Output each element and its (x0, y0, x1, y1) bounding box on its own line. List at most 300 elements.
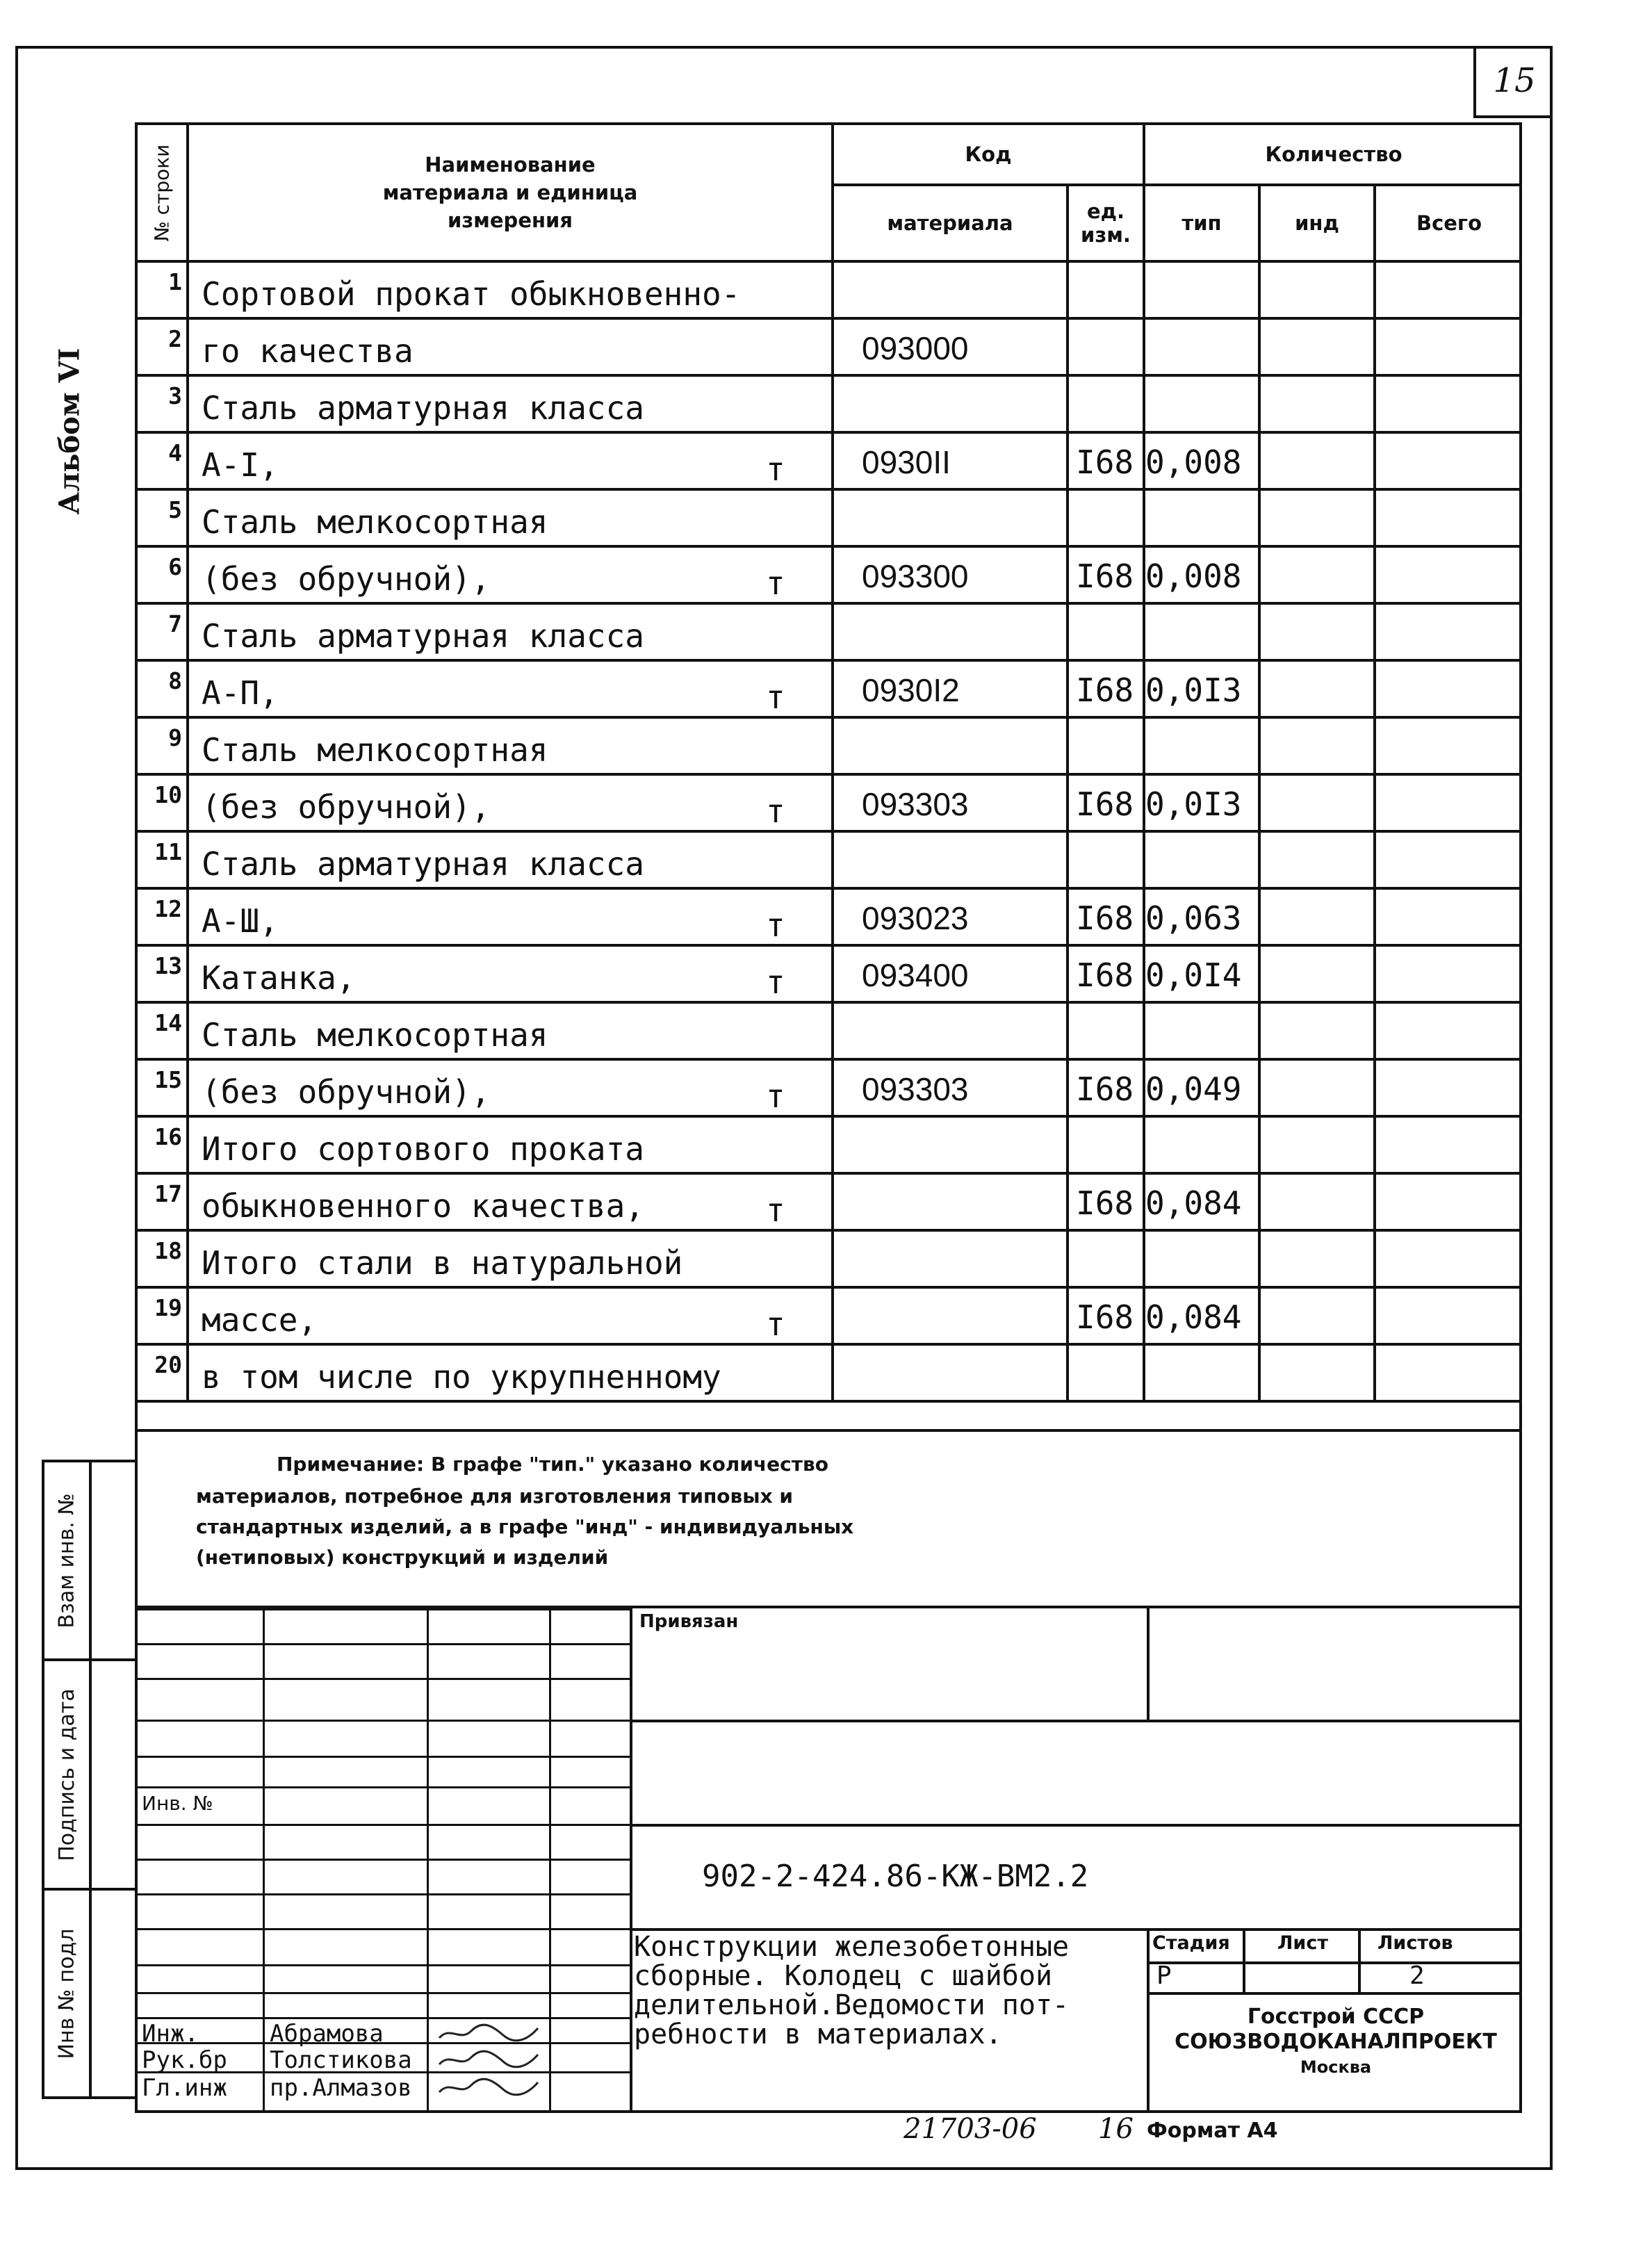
cell-ind (1261, 377, 1376, 434)
row-number: 8 (168, 667, 182, 694)
cell-qty (1145, 662, 1261, 719)
header-code-material: материала (834, 186, 1069, 263)
row-number: 13 (154, 952, 182, 979)
handwritten-signature (436, 2049, 541, 2070)
cell-n (138, 1289, 189, 1346)
material-name: Сталь арматурная класса (202, 617, 644, 655)
cell-n (138, 434, 189, 491)
stage-value: Р (1156, 1961, 1172, 1990)
cell-qty (1145, 1289, 1261, 1346)
row-number: 20 (154, 1351, 182, 1378)
grid-line (138, 1786, 630, 1788)
sheets-label: Листов (1377, 1932, 1453, 1954)
cell-n (138, 1061, 189, 1118)
grid-line (138, 1893, 630, 1895)
cell-unit_code (1069, 605, 1145, 662)
measure-unit: т (766, 963, 785, 1001)
side-inv-podl: Инв № подл (54, 1928, 79, 2059)
cell-name (189, 263, 834, 320)
cell-total (1376, 833, 1522, 890)
cell-total (1376, 1118, 1522, 1175)
cell-n (138, 947, 189, 1004)
cell-unit_code (1069, 1346, 1145, 1403)
cell-name (189, 1004, 834, 1061)
sheets-value: 2 (1409, 1961, 1425, 1990)
cell-qty (1145, 719, 1261, 776)
grid-line (138, 2110, 630, 2112)
row-number: 16 (154, 1123, 182, 1150)
measure-unit: т (766, 792, 785, 830)
unit-code: I68 (1076, 956, 1134, 994)
material-code: 093023 (862, 900, 969, 936)
cell-qty (1145, 833, 1261, 890)
row-number: 11 (154, 838, 182, 865)
cell-ind (1261, 1061, 1376, 1118)
row-number: 3 (168, 382, 182, 409)
cell-ind (1261, 662, 1376, 719)
cell-n (138, 1346, 189, 1403)
row-number: 12 (154, 895, 182, 922)
side-stamp (42, 1460, 135, 2099)
title-line-1: Конструкции железобетонные (634, 1931, 1070, 1963)
unit-code: I68 (1076, 671, 1134, 709)
table-row (138, 1061, 1522, 1118)
grid-line (138, 1678, 630, 1680)
material-name: (без обручной), (202, 1073, 491, 1111)
cell-unit_code (1069, 947, 1145, 1004)
material-name: Итого сортового проката (202, 1130, 644, 1168)
cell-qty (1145, 890, 1261, 947)
cell-total (1376, 491, 1522, 548)
cell-ind (1261, 548, 1376, 605)
cell-ind (1261, 263, 1376, 320)
table-row (138, 434, 1522, 491)
header-rowno (138, 125, 189, 263)
unit-code: I68 (1076, 1298, 1134, 1336)
table-row (138, 719, 1522, 776)
cell-unit_code (1069, 434, 1145, 491)
cell-qty (1145, 1004, 1261, 1061)
cell-name (189, 776, 834, 833)
cell-name (189, 1289, 834, 1346)
cell-code (834, 434, 1069, 491)
cell-unit_code (1069, 548, 1145, 605)
cell-name (189, 719, 834, 776)
grid-line (138, 1824, 630, 1826)
cell-code (834, 890, 1069, 947)
format-label: Формат А4 (1147, 2119, 1278, 2143)
table-row (138, 1004, 1522, 1061)
table-row (138, 320, 1522, 377)
cell-total (1376, 263, 1522, 320)
cell-code (834, 605, 1069, 662)
archive-number: 21703-06 (903, 2113, 1037, 2145)
header-qty-type: тип (1145, 186, 1261, 263)
header-quantity-group: Количество (1145, 125, 1522, 186)
cell-total (1376, 1175, 1522, 1232)
header-name: Наименование материала и единица измерения (189, 125, 834, 263)
cell-name (189, 890, 834, 947)
material-name: (без обручной), (202, 788, 491, 826)
cell-total (1376, 662, 1522, 719)
cell-n (138, 1004, 189, 1061)
cell-total (1376, 947, 1522, 1004)
material-name: обыкновенного качества, (202, 1187, 644, 1225)
grid-line (138, 2042, 630, 2044)
cell-name (189, 1061, 834, 1118)
table-row (138, 947, 1522, 1004)
cell-ind (1261, 890, 1376, 947)
qty-type: 0,084 (1145, 1184, 1242, 1222)
material-code: 093303 (862, 786, 969, 822)
cell-total (1376, 320, 1522, 377)
cell-ind (1261, 1004, 1376, 1061)
cell-unit_code (1069, 833, 1145, 890)
cell-qty (1145, 548, 1261, 605)
materials-table (135, 122, 1522, 1429)
cell-name (189, 1118, 834, 1175)
unit-code: I68 (1076, 1070, 1134, 1108)
row-number: 14 (154, 1009, 182, 1036)
cell-code (834, 491, 1069, 548)
qty-type: 0,0I3 (1145, 785, 1242, 823)
table-body (138, 263, 1522, 1432)
cell-total (1376, 719, 1522, 776)
cell-n (138, 1175, 189, 1232)
cell-name (189, 605, 834, 662)
row-number: 5 (168, 496, 182, 523)
org-line-2: СОЮЗВОДОКАНАЛПРОЕКТ (1175, 2030, 1497, 2054)
cell-unit_code (1069, 263, 1145, 320)
table-row (138, 605, 1522, 662)
cell-code (834, 947, 1069, 1004)
cell-total (1376, 776, 1522, 833)
inventory-number-label: Инв. № (142, 1792, 227, 1815)
cell-unit_code (1069, 662, 1145, 719)
material-name: А-I, (202, 446, 279, 484)
material-code: 093000 (862, 330, 969, 366)
cell-code (834, 377, 1069, 434)
material-code: 0930II (862, 444, 951, 480)
handwritten-signature (436, 2023, 541, 2043)
cell-qty (1145, 263, 1261, 320)
note-line-2: материалов, потребное для изготовления типовых и (196, 1485, 793, 1508)
cell-name (189, 320, 834, 377)
privyazan-label: Привязан (639, 1611, 739, 1632)
cell-code (834, 833, 1069, 890)
cell-unit_code (1069, 377, 1145, 434)
material-name: Сталь арматурная класса (202, 845, 644, 883)
cell-ind (1261, 434, 1376, 491)
grid-line (138, 1643, 630, 1645)
album-label-wrap (28, 348, 111, 514)
signature-grid (138, 1608, 630, 2110)
cell-n (138, 833, 189, 890)
cell-code (834, 1289, 1069, 1346)
table-row (138, 1346, 1522, 1403)
unit-code: I68 (1076, 443, 1134, 481)
cell-total (1376, 434, 1522, 491)
cell-total (1376, 605, 1522, 662)
cell-code (834, 719, 1069, 776)
cell-total (1376, 1346, 1522, 1403)
material-code: 0930I2 (862, 672, 960, 708)
row-number: 19 (154, 1294, 182, 1321)
signer-role: Инж. (142, 2020, 199, 2048)
cell-unit_code (1069, 1232, 1145, 1289)
cell-total (1376, 548, 1522, 605)
material-name: А-П, (202, 674, 279, 712)
signer-name: Толстикова (270, 2046, 412, 2074)
header-code-group: Код (834, 125, 1145, 186)
cell-total (1376, 1289, 1522, 1346)
cell-n (138, 377, 189, 434)
side-vzam: Взам инв. № (54, 1492, 79, 1629)
material-name: Сталь арматурная класса (202, 389, 644, 427)
material-name: Итого стали в натуральной (202, 1244, 683, 1282)
cell-total (1376, 1232, 1522, 1289)
grid-line (138, 1756, 630, 1758)
cell-code (834, 1346, 1069, 1403)
sheet-label: Лист (1277, 1932, 1328, 1954)
unit-code: I68 (1076, 557, 1134, 595)
document-code: 902-2-424.86-КЖ-ВМ2.2 (702, 1858, 1089, 1894)
org-line-1: Госстрой СССР (1247, 2005, 1425, 2029)
row-number: 9 (168, 724, 182, 751)
row-number: 6 (168, 553, 182, 580)
cell-unit_code (1069, 1004, 1145, 1061)
grid-line (138, 1720, 630, 1722)
cell-qty (1145, 1061, 1261, 1118)
cell-ind (1261, 1232, 1376, 1289)
org-line-3: Москва (1300, 2057, 1372, 2077)
qty-type: 0,063 (1145, 899, 1242, 937)
grid-line (138, 1928, 630, 1930)
cell-ind (1261, 947, 1376, 1004)
cell-name (189, 377, 834, 434)
table-row (138, 1118, 1522, 1175)
cell-n (138, 1232, 189, 1289)
material-name: в том числе по укрупненному (202, 1358, 721, 1396)
cell-total (1376, 890, 1522, 947)
cell-qty (1145, 1175, 1261, 1232)
measure-unit: т (766, 678, 785, 716)
table-row (138, 833, 1522, 890)
organization (1150, 2005, 1522, 2080)
cell-ind (1261, 1346, 1376, 1403)
material-name: Сортовой прокат обыкновенно- (202, 275, 741, 313)
measure-unit: т (766, 1191, 785, 1229)
cell-n (138, 491, 189, 548)
cell-qty (1145, 1346, 1261, 1403)
cell-total (1376, 1061, 1522, 1118)
signer-role: Рук.бр (142, 2046, 227, 2074)
cell-name (189, 548, 834, 605)
signer-name: пр.Алмазов (270, 2074, 412, 2102)
handwritten-signature (436, 2077, 541, 2098)
material-name: Сталь мелкосортная (202, 731, 548, 769)
note-block (135, 1429, 1522, 1608)
cell-ind (1261, 320, 1376, 377)
unit-code: I68 (1076, 1184, 1134, 1222)
cell-qty (1145, 320, 1261, 377)
table-row (138, 1175, 1522, 1232)
sheet-mark: 16 (1098, 2113, 1134, 2145)
table-row (138, 776, 1522, 833)
measure-unit: т (766, 1305, 785, 1343)
cell-name (189, 662, 834, 719)
cell-name (189, 833, 834, 890)
cell-code (834, 548, 1069, 605)
cell-code (834, 1175, 1069, 1232)
cell-n (138, 263, 189, 320)
table-row (138, 263, 1522, 320)
cell-ind (1261, 776, 1376, 833)
cell-name (189, 1232, 834, 1289)
title-block (135, 1608, 1522, 2113)
table-row (138, 1232, 1522, 1289)
cell-qty (1145, 947, 1261, 1004)
unit-code: I68 (1076, 785, 1134, 823)
qty-type: 0,0I3 (1145, 671, 1242, 709)
note-line-3: стандартных изделий, а в графе "инд" - индивидуальных (196, 1515, 854, 1538)
cell-code (834, 1118, 1069, 1175)
cell-code (834, 263, 1069, 320)
measure-unit: т (766, 564, 785, 602)
cell-qty (1145, 1232, 1261, 1289)
cell-unit_code (1069, 1289, 1145, 1346)
signer-name: Абрамова (270, 2020, 384, 2048)
row-number: 17 (154, 1180, 182, 1207)
document-title (634, 1932, 1069, 2049)
row-number: 15 (154, 1066, 182, 1093)
cell-ind (1261, 833, 1376, 890)
unit-code: I68 (1076, 899, 1134, 937)
cell-unit_code (1069, 719, 1145, 776)
cell-qty (1145, 434, 1261, 491)
note-line-1: Примечание: В графе "тип." указано количество (277, 1453, 828, 1476)
note-line-4: (нетиповых) конструкций и изделий (196, 1546, 609, 1569)
row-number: 7 (168, 610, 182, 637)
signer-role: Гл.инж (142, 2074, 227, 2102)
cell-n (138, 719, 189, 776)
grid-line (138, 1608, 630, 1610)
grid-line (549, 1608, 551, 2110)
cell-ind (1261, 605, 1376, 662)
cell-unit_code (1069, 1175, 1145, 1232)
grid-line (427, 1608, 429, 2110)
cell-unit_code (1069, 1118, 1145, 1175)
cell-ind (1261, 1118, 1376, 1175)
cell-n (138, 605, 189, 662)
cell-code (834, 1232, 1069, 1289)
cell-n (138, 548, 189, 605)
title-line-4: ребности в материалах. (634, 2018, 1002, 2050)
table-row (138, 377, 1522, 434)
material-code: 093400 (862, 957, 969, 993)
title-line-2: сборные. Колодец с шайбой (634, 1960, 1053, 1992)
row-number: 1 (168, 268, 182, 295)
qty-type: 0,0I4 (1145, 956, 1242, 994)
cell-qty (1145, 491, 1261, 548)
cell-n (138, 776, 189, 833)
grid-line (138, 1992, 630, 1994)
grid-line (138, 2017, 630, 2019)
header-qty-ind: инд (1261, 186, 1376, 263)
cell-code (834, 1061, 1069, 1118)
cell-ind (1261, 1289, 1376, 1346)
cell-name (189, 1346, 834, 1403)
table-row (138, 890, 1522, 947)
table-row (138, 1289, 1522, 1346)
qty-type: 0,049 (1145, 1070, 1242, 1108)
cell-qty (1145, 377, 1261, 434)
cell-n (138, 890, 189, 947)
cell-qty (1145, 605, 1261, 662)
cell-unit_code (1069, 1061, 1145, 1118)
cell-name (189, 947, 834, 1004)
grid-line (138, 1964, 630, 1966)
measure-unit: т (766, 1077, 785, 1115)
cell-n (138, 1118, 189, 1175)
material-name: го качества (202, 332, 414, 370)
header-qty-total: Всего (1376, 186, 1522, 263)
material-code: 093300 (862, 558, 969, 594)
cell-total (1376, 1004, 1522, 1061)
qty-type: 0,008 (1145, 557, 1242, 595)
measure-unit: т (766, 450, 785, 488)
cell-name (189, 491, 834, 548)
cell-ind (1261, 491, 1376, 548)
cell-code (834, 662, 1069, 719)
cell-unit_code (1069, 320, 1145, 377)
cell-unit_code (1069, 491, 1145, 548)
material-name: массе, (202, 1301, 318, 1339)
measure-unit: т (766, 906, 785, 944)
table-row (138, 491, 1522, 548)
cell-n (138, 662, 189, 719)
grid-line (263, 1608, 265, 2110)
cell-unit_code (1069, 776, 1145, 833)
material-name: (без обручной), (202, 560, 491, 598)
cell-ind (1261, 719, 1376, 776)
row-number: 2 (168, 325, 182, 352)
cell-unit_code (1069, 890, 1145, 947)
row-number: 4 (168, 439, 182, 466)
grid-line (138, 1859, 630, 1861)
material-name: Сталь мелкосортная (202, 503, 548, 541)
cell-code (834, 776, 1069, 833)
row-number: 18 (154, 1237, 182, 1264)
material-name: Катанка, (202, 959, 356, 997)
table-row (138, 662, 1522, 719)
header-code-unit: ед. изм. (1069, 186, 1145, 263)
cell-name (189, 434, 834, 491)
title-line-3: делительной.Ведомости пот- (634, 1989, 1070, 2021)
cell-qty (1145, 776, 1261, 833)
cell-code (834, 1004, 1069, 1061)
material-name: А-Ш, (202, 902, 279, 940)
header-rowno-label: № строки (150, 144, 174, 241)
qty-type: 0,084 (1145, 1298, 1242, 1336)
cell-n (138, 320, 189, 377)
cell-qty (1145, 1118, 1261, 1175)
table-row (138, 548, 1522, 605)
material-name: Сталь мелкосортная (202, 1016, 548, 1054)
material-code: 093303 (862, 1071, 969, 1107)
cell-name (189, 1175, 834, 1232)
qty-type: 0,008 (1145, 443, 1242, 481)
